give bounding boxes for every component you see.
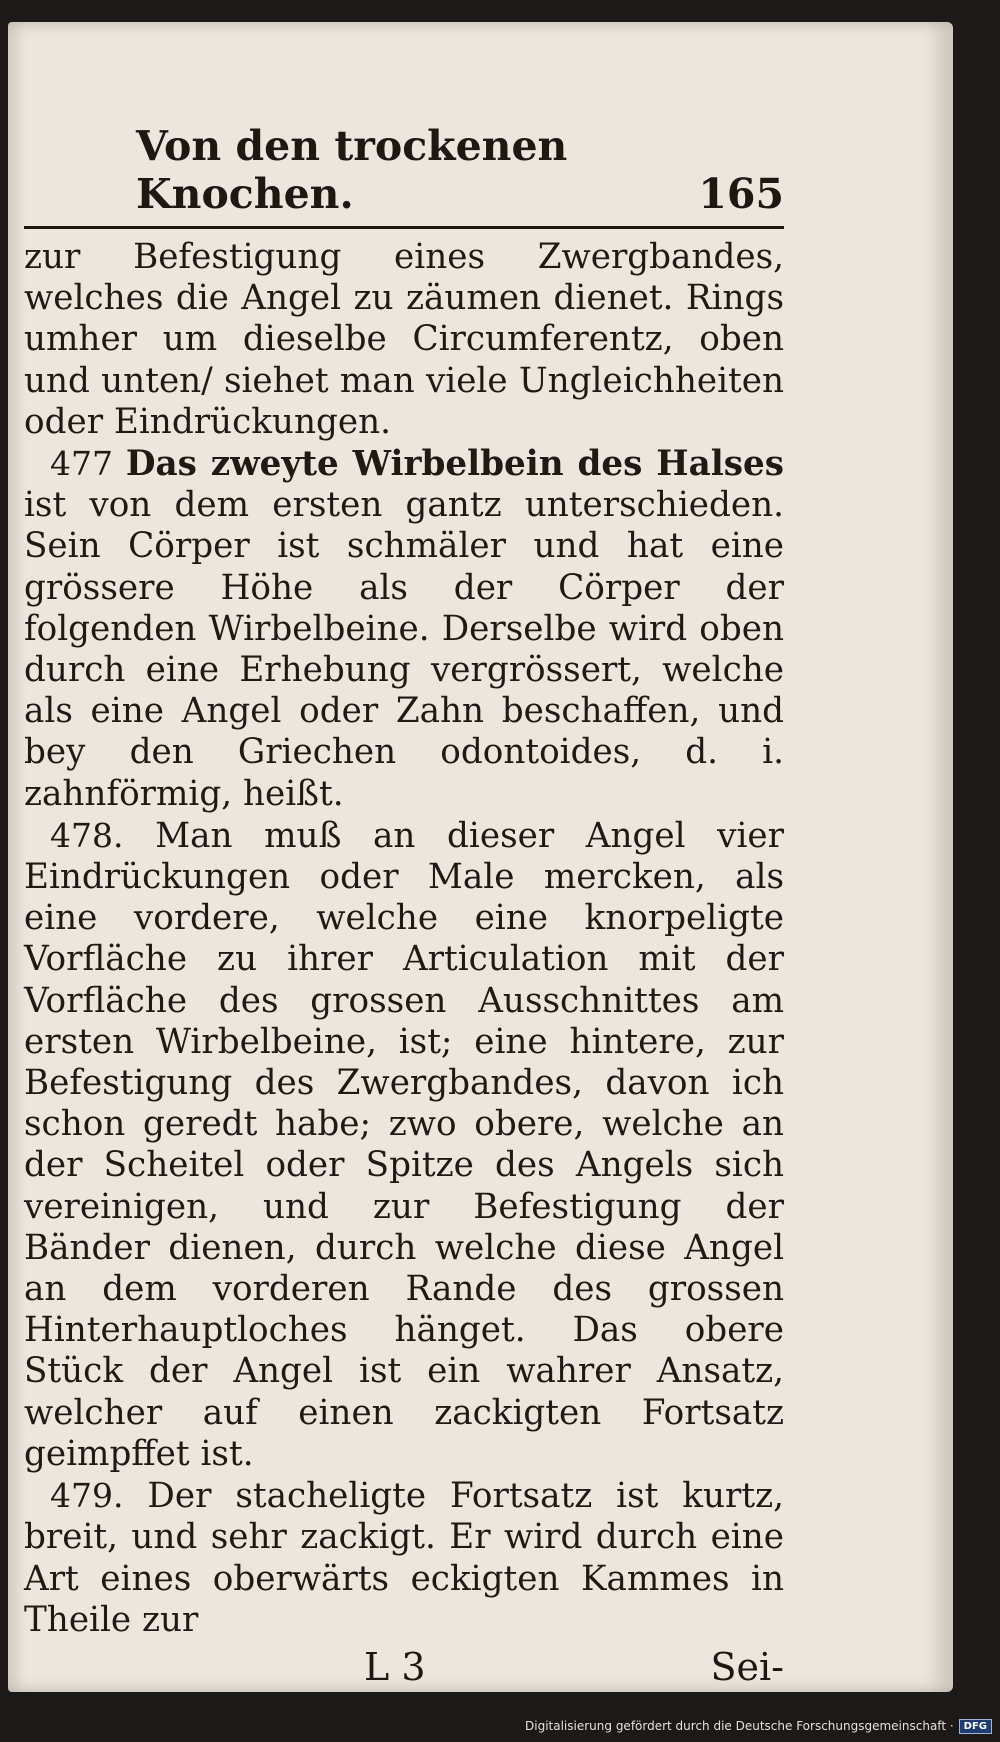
paragraph-number: 478. — [50, 815, 124, 855]
digitization-credit — [0, 1710, 1000, 1742]
catchword: Sei- — [710, 1644, 784, 1689]
paragraph-heading: Das zweyte Wirbelbein des Halses — [125, 444, 784, 485]
paragraph — [24, 815, 784, 1475]
header-rule — [24, 226, 784, 229]
paragraph — [24, 443, 784, 815]
body-text — [24, 237, 784, 1641]
running-header — [24, 122, 784, 224]
page-footer — [24, 1645, 784, 1695]
digitization-note: Digitalisierung gefördert durch die Deutsche Forschungsgemeinschaft · — [525, 1719, 954, 1733]
paragraph-text: Man muß an dieser Angel vier Eindrückungen oder Male mercken, als eine vordere, welche eine knorpeligte Vorfläche zu ihrer Articulation mit der Vorfläche des grossen Ausschnittes am ersten Wirbelbeine, ist; eine hintere, zur Befestigung des Zwergbandes, davon ich schon geredt habe; zwo obere, welche an der Scheitel oder Spitze des Angels sich vereinigen, und zur Befestigung der Bänder dienen, durch welche diese Angel an dem vorderen Rande des grossen Hinterhauptloches hänget. Das obere Stück der Angel ist ein wahrer Ansatz, welcher auf einen zackigten Fortsatz geimpffet ist. — [24, 815, 784, 1474]
paragraph-text: Der stacheligte Fortsatz ist kurtz, breit, und sehr zackigt. Er wird durch eine Art eines oberwärts eckigten Kammes in Theile zur — [24, 1476, 785, 1640]
paragraph — [24, 1475, 784, 1641]
running-title: Von den trockenen Knochen. — [136, 122, 568, 218]
page-number: 165 — [698, 170, 784, 218]
paragraph — [24, 237, 784, 443]
paragraph-text: ist von dem ersten gantz unterschieden. Sein Cörper ist schmäler und hat eine grössere Höhe als der Cörper der folgenden Wirbelbeine. Derselbe wird oben durch eine Erhebung vergrössert, welche als eine Angel oder Zahn beschaffen, und bey den Griechen odontoides, d. i. zahnförmig, heißt. — [24, 485, 784, 814]
book-page — [8, 22, 953, 1692]
paragraph-number: 477 — [50, 444, 113, 484]
paragraph-text: zur Befestigung eines Zwergbandes, welches die Angel zu zäumen dienet. Rings umher um dieselbe Circumferentz, oben und unten/ siehet man viele Ungleichheiten oder Eindrückungen. — [24, 237, 784, 442]
signature-mark: L 3 — [364, 1644, 426, 1689]
paragraph-number: 479. — [50, 1476, 124, 1516]
page-content — [24, 122, 784, 1695]
dfg-logo: DFG — [959, 1719, 992, 1734]
